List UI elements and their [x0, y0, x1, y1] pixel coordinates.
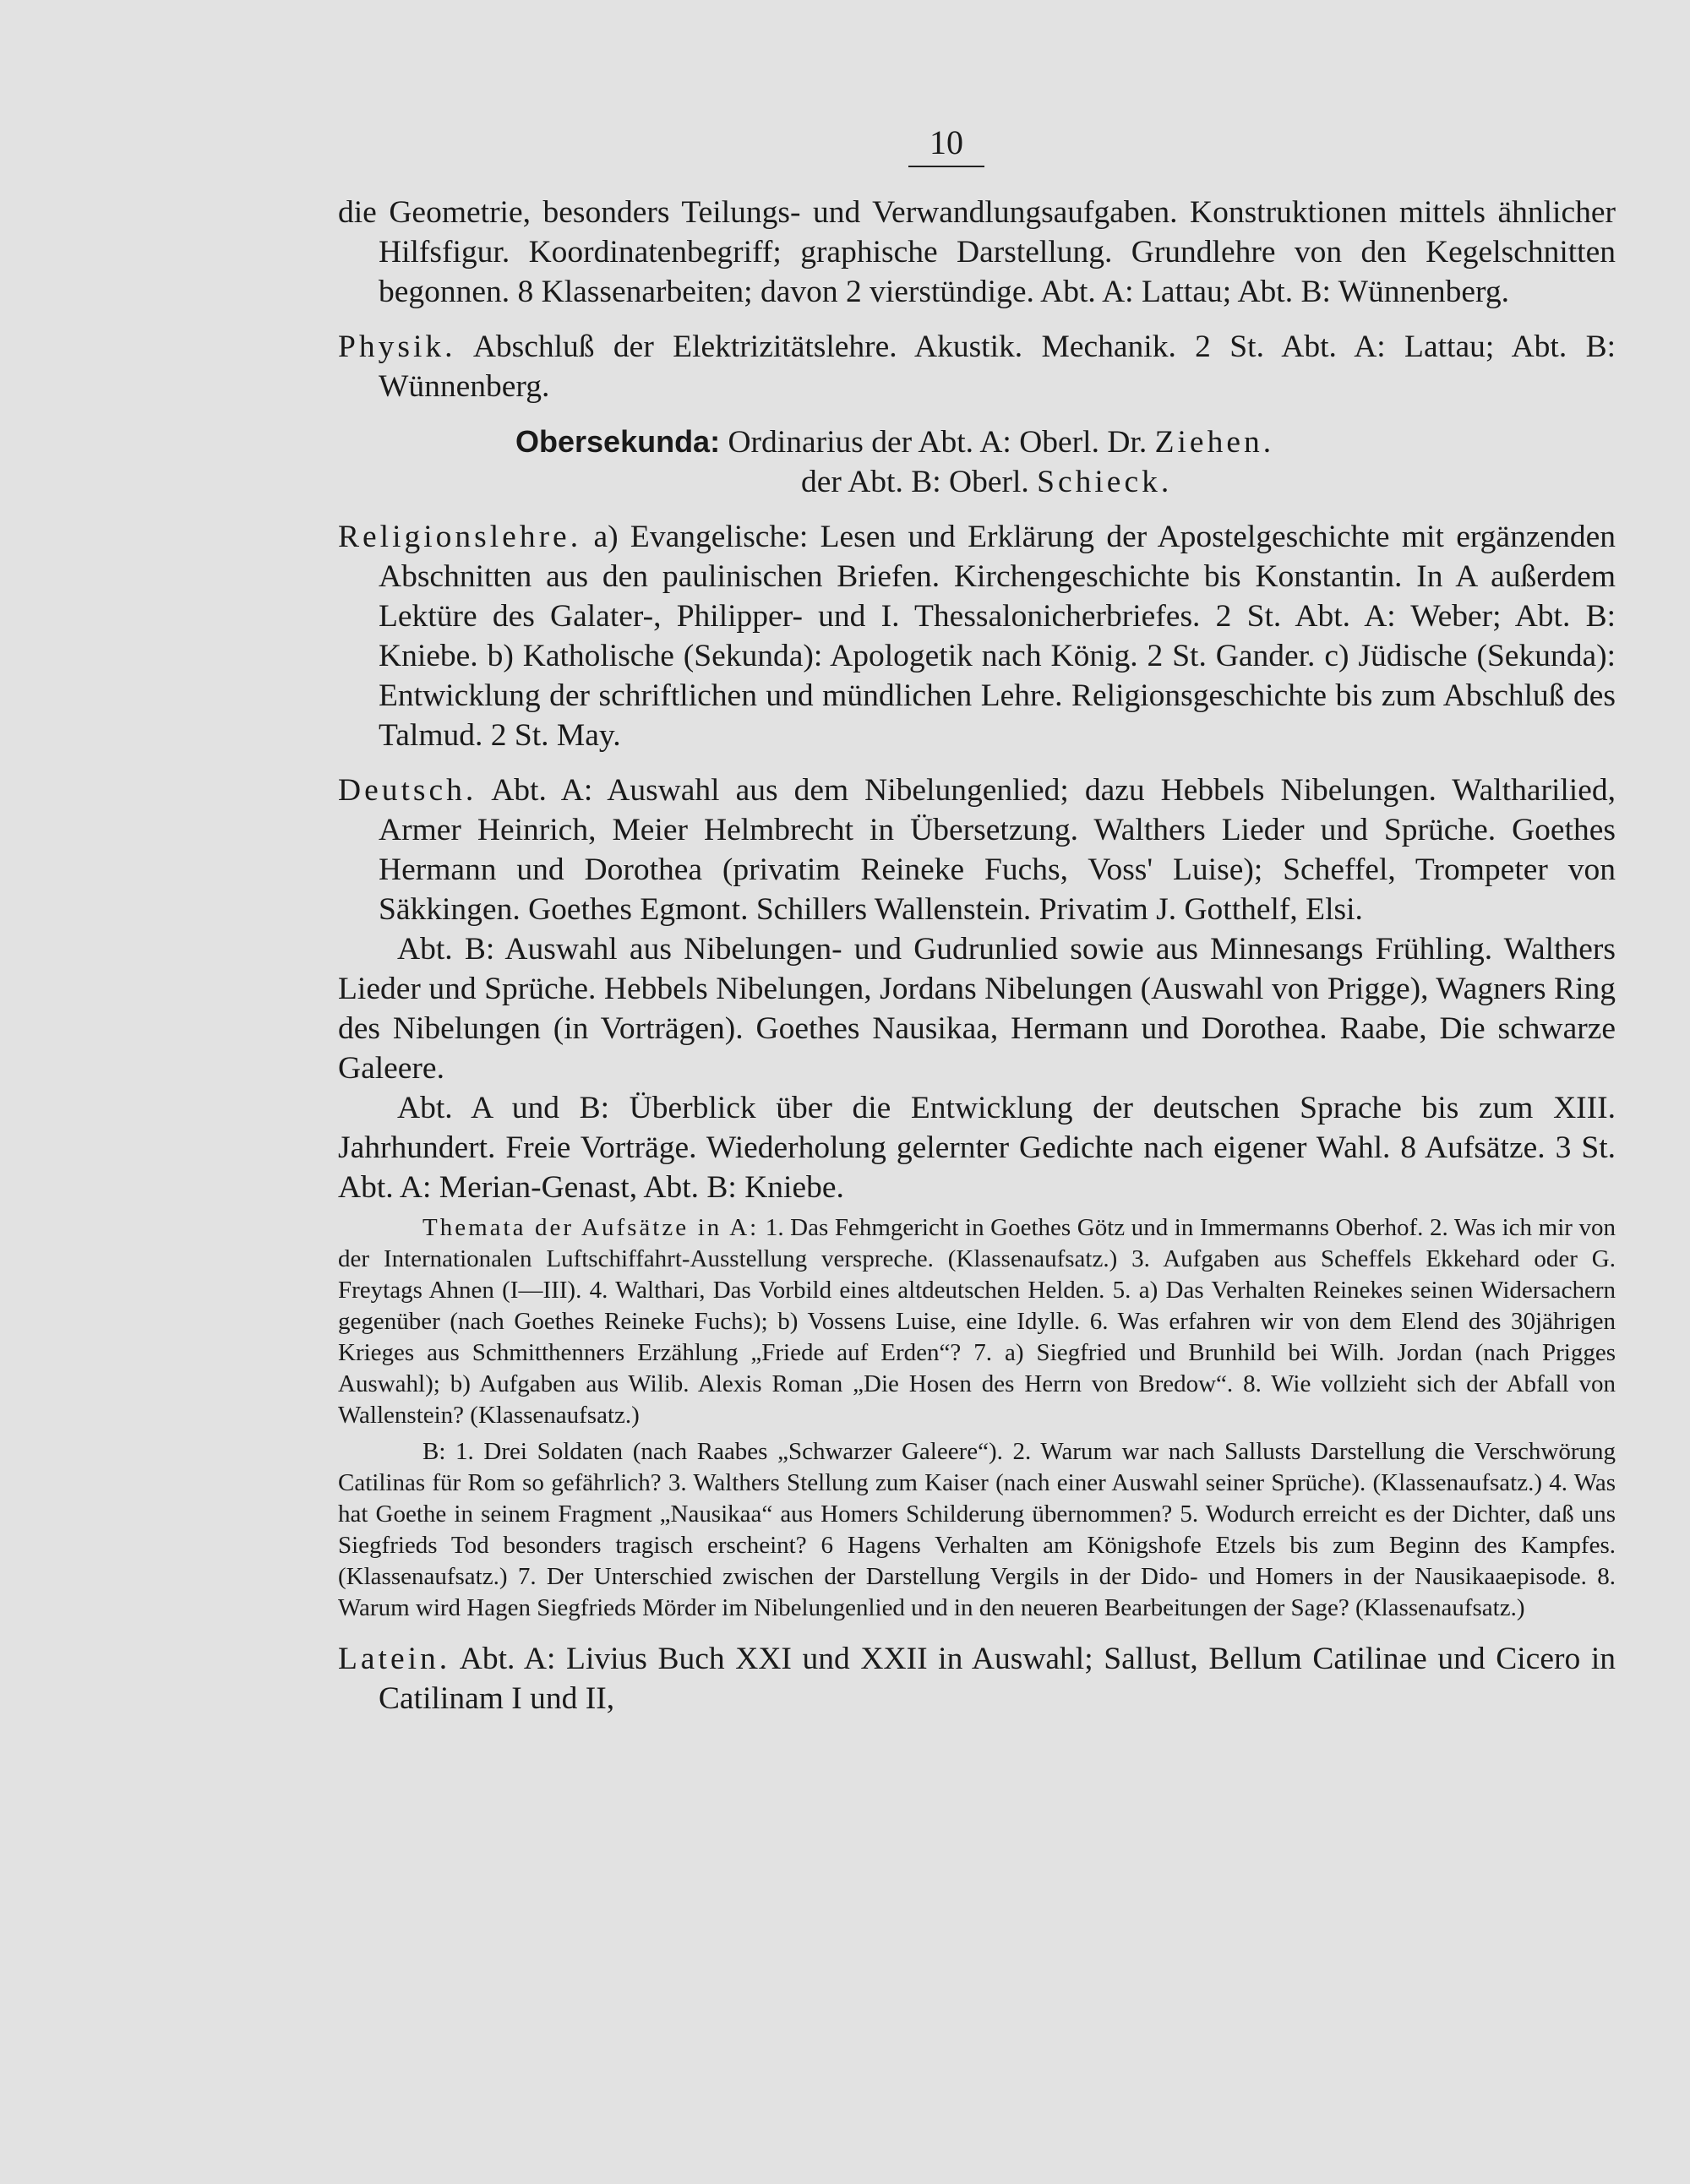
- obersekunda-line1: Ordinarius der Abt. A: Oberl. Dr.: [728, 425, 1148, 460]
- themata-b: B: 1. Drei Soldaten (nach Raabes „Schwarzer Galeere“). 2. Warum war nach Sallusts Darstellung die Verschwörung Catilinas für Rom so gefährlich? 3. Walthers Stellung zum Kaiser (nach einer Auswahl seiner Sprüche). (Klassenaufsatz.) 4. Was hat Goethe in seinem Fragment „Nausikaa“ aus Homers Schilderung übernommen? 5. Wodurch erreicht es der Dichter, daß uns Siegfrieds Tod besonders tragisch erscheint? 6 Hagens Verhalten am Königshofe Etzels bis zum Beginn des Kampfes. (Klassenaufsatz.) 7. Der Unterschied zwischen der Darstellung Vergils in der Dido- und Homers in der Nausikaaepisode. 8. Warum wird Hagen Siegfrieds Mörder im Nibelungenlied und in den neueren Bearbeitungen der Sage? (Klassenaufsatz.): [338, 1438, 1616, 1621]
- themata-a-text: 1. Das Fehmgericht in Goethes Götz und in Immermanns Oberhof. 2. Was ich mir von der Internationalen Luftschiffahrt-Ausstellung verspreche. (Klassenaufsatz.) 3. Aufgaben aus Scheffels Ekkehard oder G. Freytags Ahnen (I—III). 4. Walthari, Das Vorbild eines altdeutschen Helden. 5. a) Das Verhalten Reinekes seinen Widersachern gegenüber (nach Goethes Reineke Fuchs); b) Vossens Luise, eine Idylle. 6. Was erfahren wir von dem Elend des 30jährigen Krieges aus Schmitthenners Erzählung „Friede auf Erden“? 7. a) Siegfried und Brunhild bei Wilh. Jordan (nach Prigges Auswahl); b) Aufgaben aus Wilib. Alexis Roman „Die Hosen des Herrn von Bredow“. 8. Wie vollzieht sich der Abfall von Wallenstein? (Klassenaufsatz.): [338, 1214, 1616, 1429]
- themata-label: Themata der Aufsätze in A:: [422, 1214, 760, 1241]
- mathematics-continuation: die Geometrie, besonders Teilungs- und Verwandlungsaufgaben. Konstruktionen mittels ähnlicher Hilfsfigur. Koordinatenbegriff; graphische Darstellung. Grundlehre von den Kegelschnitten begonnen. 8 Klassenarbeiten; davon 2 vierstündige. Abt. A: Lattau; Abt. B: Wünnenberg.: [338, 195, 1616, 309]
- deutsch-label: Deutsch.: [338, 773, 477, 808]
- religion-section: [338, 517, 1616, 755]
- physik-text: Abschluß der Elektrizitätslehre. Akustik. Mechanik. 2 St. Abt. A: Lattau; Abt. B: Wünnenberg.: [379, 330, 1616, 404]
- themata-a: [338, 1212, 1616, 1431]
- obersekunda-heading: [338, 422, 1616, 502]
- deutsch-text-ab: Abt. A und B: Überblick über die Entwicklung der deutschen Sprache bis zum XIII. Jahrhundert. Freie Vorträge. Wiederholung gelernter Gedichte nach eigener Wahl. 8 Aufsätze. 3 St. Abt. A: Merian-Genast, Abt. B: Kniebe.: [338, 1091, 1616, 1205]
- religion-label: Religionslehre.: [338, 520, 582, 554]
- main-text: [338, 193, 1616, 1718]
- ordinarius-b: Schieck.: [1037, 465, 1173, 499]
- obersekunda-line2: der Abt. B: Oberl.: [801, 465, 1029, 499]
- deutsch-section: [338, 771, 1616, 929]
- deutsch-text-b: Abt. B: Auswahl aus Nibelungen- und Gudrunlied sowie aus Minnesangs Frühling. Walthers Lieder und Sprüche. Hebbels Nibelungen, Jordans Nibelungen (Auswahl von Prigge), Wagners Ring des Nibelungen (in Vorträgen). Goethes Nausikaa, Hermann und Dorothea. Raabe, Die schwarze Galeere.: [338, 932, 1616, 1086]
- ordinarius-a: Ziehen.: [1154, 425, 1275, 460]
- obersekunda-line2-wrap: [515, 462, 1616, 502]
- latein-label: Latein.: [338, 1642, 451, 1676]
- latein-section: [338, 1639, 1616, 1718]
- obersekunda-title: Obersekunda:: [515, 424, 721, 459]
- physik-section: [338, 327, 1616, 406]
- latein-text: Abt. A: Livius Buch XXI und XXII in Auswahl; Sallust, Bellum Catilinae und Cicero in Catilinam I und II,: [379, 1642, 1616, 1716]
- religion-text: a) Evangelische: Lesen und Erklärung der Apostelgeschichte mit ergänzenden Abschnitten aus den paulinischen Briefen. Kirchengeschichte bis Konstantin. In A außerdem Lektüre des Galater-, Philipper- und I. Thessalonicherbriefes. 2 St. Abt. A: Weber; Abt. B: Kniebe. b) Katholische (Sekunda): Apologetik nach König. 2 St. Gander. c) Jüdische (Sekunda): Entwicklung der schriftlichen und mündlichen Lehre. Religionsgeschichte bis zum Abschluß des Talmud. 2 St. May.: [379, 520, 1616, 753]
- page-number: 10: [908, 123, 984, 167]
- physik-label: Physik.: [338, 330, 456, 364]
- deutsch-text-a: Abt. A: Auswahl aus dem Nibelungenlied; dazu Hebbels Nibelungen. Waltharilied, Armer Heinrich, Meier Helmbrecht in Übersetzung. Walthers Lieder und Sprüche. Goethes Hermann und Dorothea (privatim Reineke Fuchs, Voss' Luise); Scheffel, Trompeter von Säkkingen. Goethes Egmont. Schillers Wallenstein. Privatim J. Gotthelf, Elsi.: [379, 773, 1616, 927]
